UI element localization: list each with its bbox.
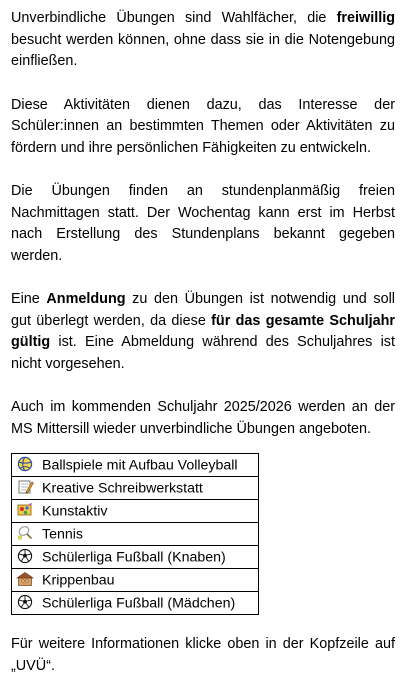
emphasis-freiwillig: freiwillig xyxy=(336,10,395,26)
course-row xyxy=(12,592,259,615)
course-row xyxy=(12,546,259,569)
course-row xyxy=(12,523,259,546)
text: Eine xyxy=(11,291,47,307)
pencil-icon xyxy=(16,479,34,495)
text: ist. Eine Abmeldung während des Schuljahres ist nicht vorgesehen. xyxy=(11,334,395,372)
emphasis-anmeldung: Anmeldung xyxy=(46,291,126,307)
emphasis-whole-year: für das gesamte Schuljahr gültig xyxy=(11,312,395,350)
course-row xyxy=(12,454,259,477)
text: zu den Übungen ist notwendig und soll gut überlegt werden, da diese xyxy=(11,291,395,329)
course-label: Ballspiele mit Aufbau Volleyball xyxy=(42,457,238,474)
course-list-table xyxy=(11,453,259,615)
course-label: Kreative Schreibwerkstatt xyxy=(42,480,203,497)
intro-paragraph-4 xyxy=(11,289,395,375)
art-icon xyxy=(16,502,34,518)
intro-paragraph-1 xyxy=(11,8,395,73)
course-label: Tennis xyxy=(42,526,84,543)
course-row xyxy=(12,477,259,500)
page-content xyxy=(11,8,395,677)
intro-paragraph-3: Die Übungen finden an stundenplanmäßig freien Nachmittagen statt. Der Wochentag kann erst im Herbst nach Erstellung des Stundenplans bekannt gegeben werden. xyxy=(11,183,395,264)
soccer-ball-icon xyxy=(16,548,34,564)
text: besucht werden können, ohne dass sie in die Notengebung einfließen. xyxy=(11,31,395,69)
course-label: Kunstaktiv xyxy=(42,503,108,520)
course-row xyxy=(12,500,259,523)
course-label: Schülerliga Fußball (Knaben) xyxy=(42,549,226,566)
footer-info: Für weitere Informationen klicke oben in der Kopfzeile auf „UVÜ“. xyxy=(11,636,395,674)
intro-paragraph-5: Auch im kommenden Schuljahr 2025/2026 werden an der MS Mittersill wieder unverbindliche Übungen angeboten. xyxy=(11,399,395,437)
intro-paragraph-2: Diese Aktivitäten dienen dazu, das Interesse der Schüler:innen an bestimmten Themen oder Aktivitäten zu fördern und ihre persönlichen Fähigkeiten zu entwickeln. xyxy=(11,96,395,156)
text: Unverbindliche Übungen sind Wahlfächer, die xyxy=(11,10,337,26)
volleyball-icon xyxy=(16,456,34,472)
course-label: Krippenbau xyxy=(42,572,115,589)
tennis-icon xyxy=(16,525,34,541)
course-row xyxy=(12,569,259,592)
soccer-ball-icon xyxy=(16,594,34,610)
course-label: Schülerliga Fußball (Mädchen) xyxy=(42,595,236,612)
nativity-icon xyxy=(16,571,34,587)
